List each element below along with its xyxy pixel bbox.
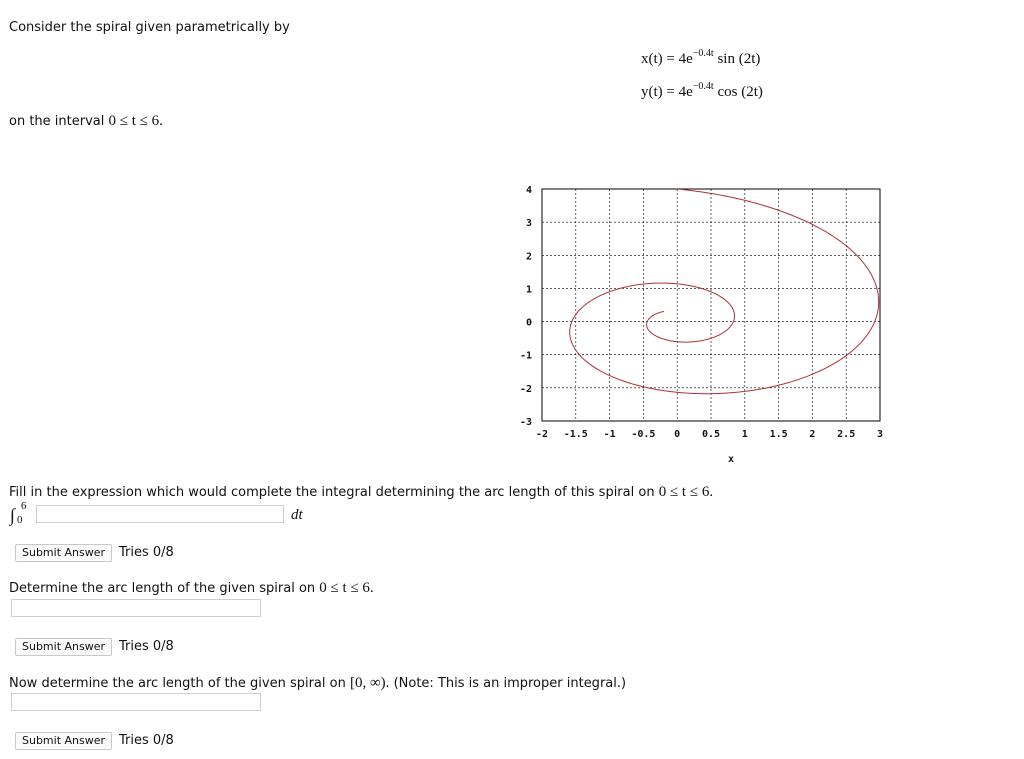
x-equation-rhs: sin (2t) [717,51,761,67]
q2-arc-length-input[interactable] [11,599,261,617]
q1-text: Fill in the expression which would complete the integral determining the arc length of this spiral on [9,485,655,500]
interval-math: 0 ≤ t ≤ 6. [108,113,163,129]
y-tick-label: 2 [525,251,532,263]
y-tick-label: -1 [519,350,532,362]
x-tick-label: 2 [809,429,816,440]
interval-prefix: on the interval [9,114,105,129]
x-tick-label: 3 [876,429,884,440]
y-equation [641,81,763,101]
x-equation [641,48,761,68]
x-tick-label: 1.5 [769,429,788,440]
y-tick-label: 3 [525,218,532,230]
q3-tries: Tries 0/8 [119,733,174,748]
x-axis-label: x [727,454,735,465]
spiral-curve [570,189,879,394]
x-tick-label: -1.5 [563,429,588,440]
x-tick-label: 1 [741,429,748,440]
x-equation-lhs: x(t) = 4e [641,51,693,67]
y-tick-label: -3 [519,417,532,428]
q1-integrand-input[interactable] [36,505,284,523]
y-equation-exponent: −0.4t [692,81,714,92]
q3-submit-button[interactable]: Submit Answer [15,732,112,750]
x-tick-label: -1 [603,429,616,440]
q3-improper-arc-length-input[interactable] [11,693,261,711]
y-equation-rhs: cos (2t) [717,84,763,100]
integral-lower-limit: 0 [17,514,23,526]
x-tick-label: 0.5 [701,429,721,440]
y-tick-label: 0 [525,317,532,329]
q1-text-line [9,484,713,501]
spiral-plot [510,180,900,470]
integral-symbol: ∫ [10,505,15,525]
q3-text-line [9,675,626,692]
plot-grid [542,189,880,421]
q1-dt-text: dt [291,507,303,523]
integral-upper-limit: 6 [21,500,27,512]
q2-text: Determine the arc length of the given spiral on [9,581,316,596]
y-equation-lhs: y(t) = 4e [641,84,693,100]
x-tick-label: 0 [674,429,681,440]
integral-sign [10,505,15,526]
q3-interval: [0, ∞). [349,675,390,691]
q2-submit-button[interactable]: Submit Answer [15,638,112,656]
x-equation-exponent: −0.4t [692,48,714,59]
q2-tries: Tries 0/8 [119,639,174,654]
intro-text: Consider the spiral given parametrically by [9,20,290,35]
q1-interval: 0 ≤ t ≤ 6. [658,484,714,500]
q2-interval: 0 ≤ t ≤ 6. [319,580,374,596]
q3-text: Now determine the arc length of the given spiral on [9,676,346,691]
x-tick-label: 2.5 [837,429,856,440]
q1-submit-button[interactable]: Submit Answer [15,544,112,562]
q3-note: (Note: This is an improper integral.) [393,676,627,691]
x-tick-label: -0.5 [631,429,656,440]
q2-text-line [9,580,374,597]
interval-line [9,113,163,130]
x-tick-label: -2 [535,429,549,440]
y-tick-label: 4 [525,185,532,196]
y-tick-label: 1 [525,284,532,296]
y-tick-label: -2 [519,383,532,395]
q1-dt [291,507,303,524]
q1-tries: Tries 0/8 [119,545,174,560]
